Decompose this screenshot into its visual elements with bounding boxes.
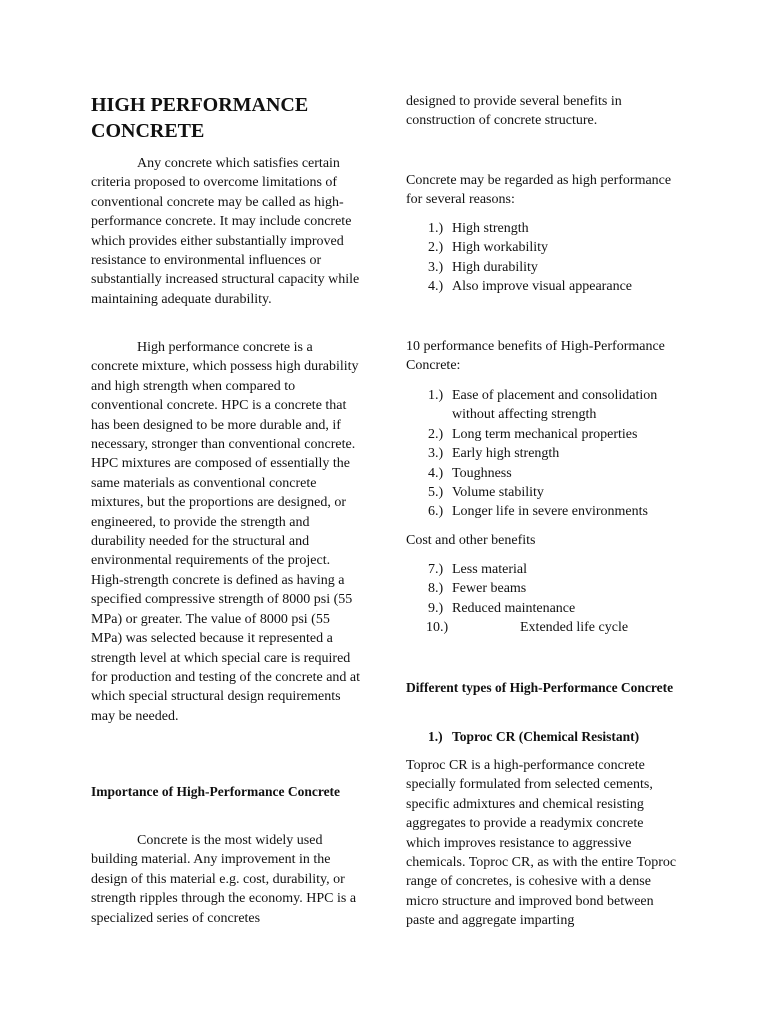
type1-heading — [428, 727, 639, 746]
list-item: 2.) Long term mechanical properties — [428, 426, 638, 442]
definition-paragraph: High performance concrete is a concrete mixture, which possess high durability and high strength when compared to conventional concrete. HPC is a concrete that has been designed to be more durable and, if necessary, stronger than conventional concrete. HPC mixtures are composed of essentially the same materials as conventional concrete mixtures, but the proportions are designed, or engineered, to provide the strength and durability needed for the structural and environmental requirements of the project. High-strength concrete is defined as having a specified compressive strength of 8000 psi (55 MPa) or greater. The value of 8000 psi (55 MPa) was selected because it represented a strength level at which special care is required for production and testing of the concrete and at which special structural design requirements may be needed. — [91, 340, 361, 724]
types-heading: Different types of High-Performance Concrete — [406, 680, 674, 695]
list-item: 1.) Ease of placement and consolidation without affecting strength — [428, 388, 658, 423]
importance-paragraph: Concrete is the most widely used building material. Any improvement in the design of this material e.g. cost, durability, or strength ripples through the economy. HPC is a specialized series of concretes — [91, 833, 357, 926]
list-item: 6.) Longer life in severe environments — [428, 504, 648, 520]
cost-list — [428, 560, 628, 638]
list-item: 10.) Extended life cycle — [426, 620, 629, 636]
importance-heading: Importance of High-Performance Concrete — [91, 784, 341, 799]
reasons-list — [428, 219, 632, 297]
list-item: 4.) Also improve visual appearance — [428, 279, 632, 295]
document-title: HIGH PERFORMANCE CONCRETE — [91, 94, 309, 142]
list-item: 9.) Reduced maintenance — [428, 600, 576, 616]
list-item: 8.) Fewer beams — [428, 581, 527, 597]
list-item: 5.) Volume stability — [428, 485, 544, 501]
type1-number: 1.) — [428, 729, 443, 744]
list-item: 4.) Toughness — [428, 465, 512, 481]
type1-label: Toproc CR (Chemical Resistant) — [452, 729, 640, 744]
benefits-list — [428, 386, 681, 522]
reasons-intro: Concrete may be regarded as high performance for several reasons: — [406, 173, 672, 208]
list-item: 3.) High durability — [428, 259, 538, 275]
list-item: 1.) High strength — [428, 221, 529, 236]
list-item: 3.) Early high strength — [428, 446, 560, 462]
list-item: 7.) Less material — [428, 562, 528, 577]
continued-paragraph: designed to provide several benefits in construction of concrete structure. — [406, 94, 622, 129]
benefits-intro: 10 performance benefits of High-Performance Concrete: — [406, 339, 665, 374]
intro-paragraph: Any concrete which satisfies certain criteria proposed to overcome limitations of conventional concrete may be called as high-performance concrete. It may include concrete which provides either substantially improved resistance to environmental influences or substantially increased structural capacity while maintaining adequate durability. — [91, 156, 360, 307]
list-item: 2.) High workability — [428, 240, 549, 256]
cost-intro: Cost and other benefits — [406, 533, 536, 548]
type1-description: Toproc CR is a high-performance concrete specially formulated from selected cements, specific admixtures and chemical resisting aggregates to provide a readymix concrete which improves resistance to aggressive chemicals. Toproc CR, as with the entire Toproc range of concretes, is cohesive with a dense micro structure and improved bond between paste and aggregate imparting — [406, 758, 677, 929]
